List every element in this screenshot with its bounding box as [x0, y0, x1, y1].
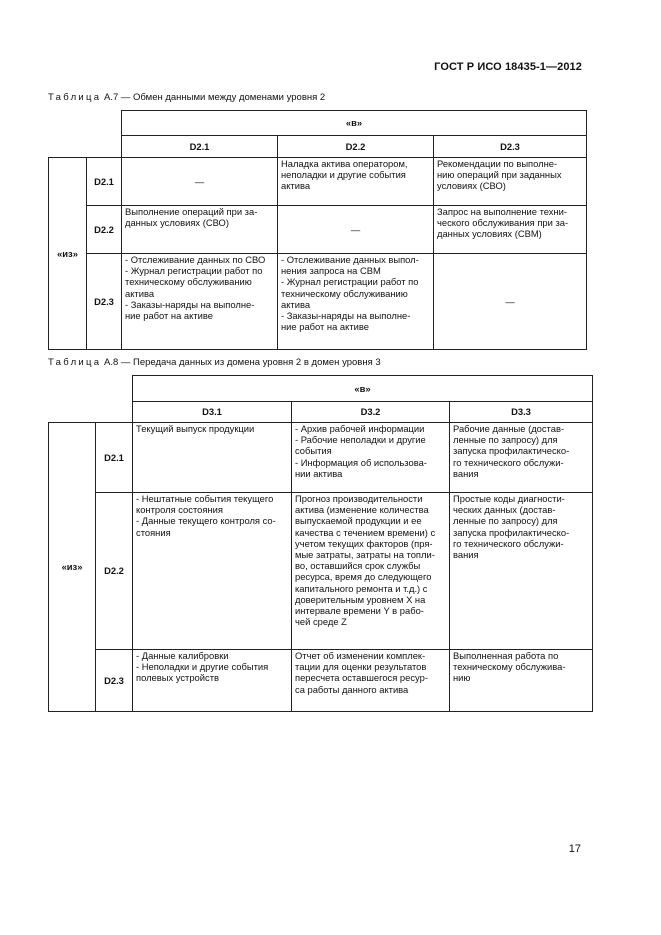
table-cell: Рекомендации по выполне- нию операций при заданных условиях (СВО)	[434, 158, 587, 206]
column-header: D2.2	[278, 136, 434, 158]
table-a8	[48, 375, 593, 712]
from-header: «из»	[49, 423, 96, 712]
from-header: «из»	[49, 158, 87, 350]
corner-blank	[49, 111, 122, 158]
table-a7-caption	[48, 92, 325, 103]
table-row	[49, 493, 593, 650]
to-header: «в»	[122, 111, 587, 136]
table-cell: —	[434, 254, 587, 350]
table-row	[49, 650, 593, 712]
table-cell: - Данные калибровки - Неполадки и другие события полевых устройств	[133, 650, 292, 712]
table-row	[49, 206, 587, 254]
table-row	[49, 158, 587, 206]
table-cell: Рабочие данные (достав- ленные по запросу) для запуска профилактическо- го технического обслужи- вания	[450, 423, 593, 493]
table-cell: Запрос на выполнение техни- ческого обслуживания при за- данных условиях (СВМ)	[434, 206, 587, 254]
row-header: D2.3	[96, 650, 133, 712]
document-id: ГОСТ Р ИСО 18435-1—2012	[434, 61, 582, 73]
table-cell: Отчет об изменении комплек- тации для оценки результатов пересчета оставшегося ресур- са работы данного актива	[292, 650, 450, 712]
column-header: D3.3	[450, 402, 593, 423]
table-cell: - Архив рабочей информации - Рабочие неполадки и другие события - Информация об использова- нии актива	[292, 423, 450, 493]
table-cell: Прогноз производительности актива (изменение количества выпускаемой продукции и ее качества с течением времени) с учетом текущих факторов (пря- мые затраты, затраты на топли- во, оставшийся срок службы ресурса, время до следующего капитального ремонта и т.д.) с доверительным уровнем X на интервале времени Y в рабо- чей среде Z	[292, 493, 450, 650]
caption-prefix: Таблица	[48, 357, 102, 368]
table-cell: Выполненная работа по техническому обслужива- нию	[450, 650, 593, 712]
page-number: 17	[568, 843, 581, 855]
column-header: D3.1	[133, 402, 292, 423]
caption-text: А.7 — Обмен данными между доменами уровня 2	[101, 92, 326, 103]
table-cell: Текущий выпуск продукции	[133, 423, 292, 493]
caption-text: А.8 — Передача данных из домена уровня 2 в домен уровня 3	[101, 357, 381, 368]
row-header: D2.3	[87, 254, 122, 350]
column-header: D3.2	[292, 402, 450, 423]
caption-prefix: Таблица	[48, 92, 102, 103]
table-cell: —	[122, 158, 278, 206]
table-cell: - Отслеживание данных по СВО - Журнал регистрации работ по техническому обслуживанию актива - Заказы-наряды на выполне- ние работ на активе	[122, 254, 278, 350]
table-cell: —	[278, 206, 434, 254]
table-cell: Наладка актива оператором, неполадки и другие события актива	[278, 158, 434, 206]
to-header: «в»	[133, 376, 593, 402]
table-row	[49, 254, 587, 350]
table-a8-caption	[48, 357, 381, 368]
column-header: D2.3	[434, 136, 587, 158]
table-cell: Выполнение операций при за- данных условиях (СВО)	[122, 206, 278, 254]
table-cell: - Нештатные события текущего контроля состояния - Данные текущего контроля со- стояния	[133, 493, 292, 650]
corner-blank	[49, 376, 133, 423]
table-row	[49, 423, 593, 493]
table-cell: Простые коды диагности- ческих данных (достав- ленные по запросу) для запуска профилактическо- го технического обслужи- вания	[450, 493, 593, 650]
row-header: D2.1	[96, 423, 133, 493]
column-header: D2.1	[122, 136, 278, 158]
table-a7	[48, 110, 587, 350]
row-header: D2.2	[87, 206, 122, 254]
row-header: D2.2	[96, 493, 133, 650]
table-cell: - Отслеживание данных выпол- нения запроса на СВМ - Журнал регистрации работ по техническому обслуживанию актива - Заказы-наряды на выполне- ние работ на активе	[278, 254, 434, 350]
row-header: D2.1	[87, 158, 122, 206]
